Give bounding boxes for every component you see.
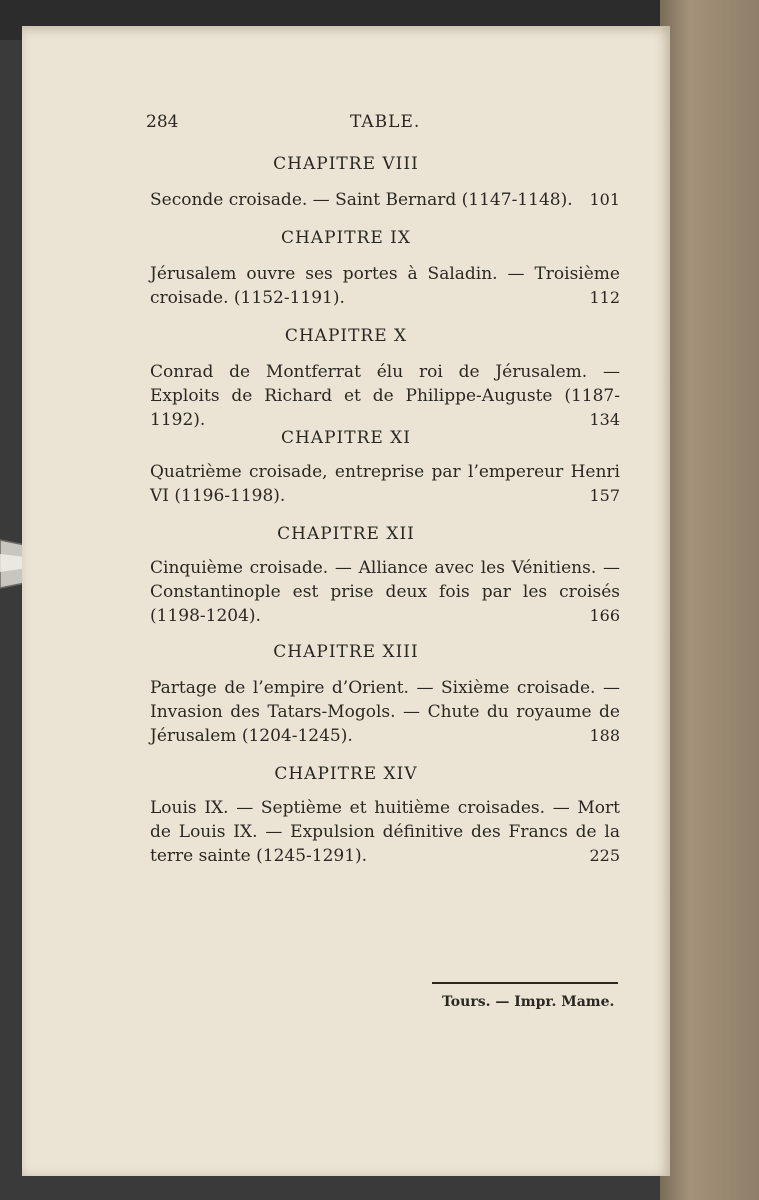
page-header — [22, 112, 670, 136]
printer-imprint: Tours. — Impr. Mame. — [442, 994, 615, 1010]
chapter-heading: CHAPITRE IX — [280, 228, 412, 248]
toc-entry-page: 112 — [589, 288, 620, 307]
toc-entry-text: Cinquième croisade. — Alliance avec les Vénitiens. — Constantinople est prise deux fois par les croisés (1198-1204). — [150, 558, 620, 626]
toc-entry — [150, 460, 620, 508]
toc-entry-page: 225 — [589, 846, 620, 865]
toc-entry-page: 188 — [589, 726, 620, 745]
adjacent-page-edge — [660, 0, 759, 1200]
toc-entry-text: Louis IX. — Septième et huitième croisades. — Mort de Louis IX. — Expulsion définitive des Francs de la terre sainte (1245-1291). — [150, 798, 620, 866]
toc-entry — [150, 556, 620, 628]
toc-entry — [150, 262, 620, 310]
toc-entry-page: 166 — [589, 606, 620, 625]
toc-entry — [150, 188, 620, 212]
chapter-heading: CHAPITRE XIV — [274, 764, 418, 784]
toc-entry — [150, 360, 620, 432]
toc-entry-text: Seconde croisade. — Saint Bernard (1147-1148). — [150, 190, 573, 210]
imprint-rule — [432, 982, 618, 984]
chapter-heading: CHAPITRE XI — [280, 428, 412, 448]
chapter-heading: CHAPITRE XII — [277, 524, 415, 544]
page-number: 284 — [146, 112, 179, 132]
toc-entry-text: Conrad de Montferrat élu roi de Jérusalem. — Exploits de Richard et de Philippe-Auguste (1187-1192). — [150, 362, 620, 430]
toc-entry-page: 157 — [589, 486, 620, 505]
toc-entry — [150, 796, 620, 868]
toc-entry-page: 101 — [589, 190, 620, 209]
toc-entry-text: Jérusalem ouvre ses portes à Saladin. — Troisième croisade. (1152-1191). — [150, 264, 620, 308]
chapter-heading: CHAPITRE XIII — [273, 642, 419, 662]
running-title: TABLE. — [350, 112, 421, 132]
chapter-heading: CHAPITRE X — [284, 326, 408, 346]
chapter-heading: CHAPITRE VIII — [273, 154, 419, 174]
toc-entry — [150, 676, 620, 748]
toc-entry-text: Quatrième croisade, entreprise par l’empereur Henri VI (1196-1198). — [150, 462, 620, 506]
toc-entry-text: Partage de l’empire d’Orient. — Sixième croisade. — Invasion des Tatars-Mogols. — Chute du royaume de Jérusalem (1204-1245). — [150, 678, 620, 746]
toc-entry-page: 134 — [589, 410, 620, 429]
book-page — [22, 26, 670, 1176]
